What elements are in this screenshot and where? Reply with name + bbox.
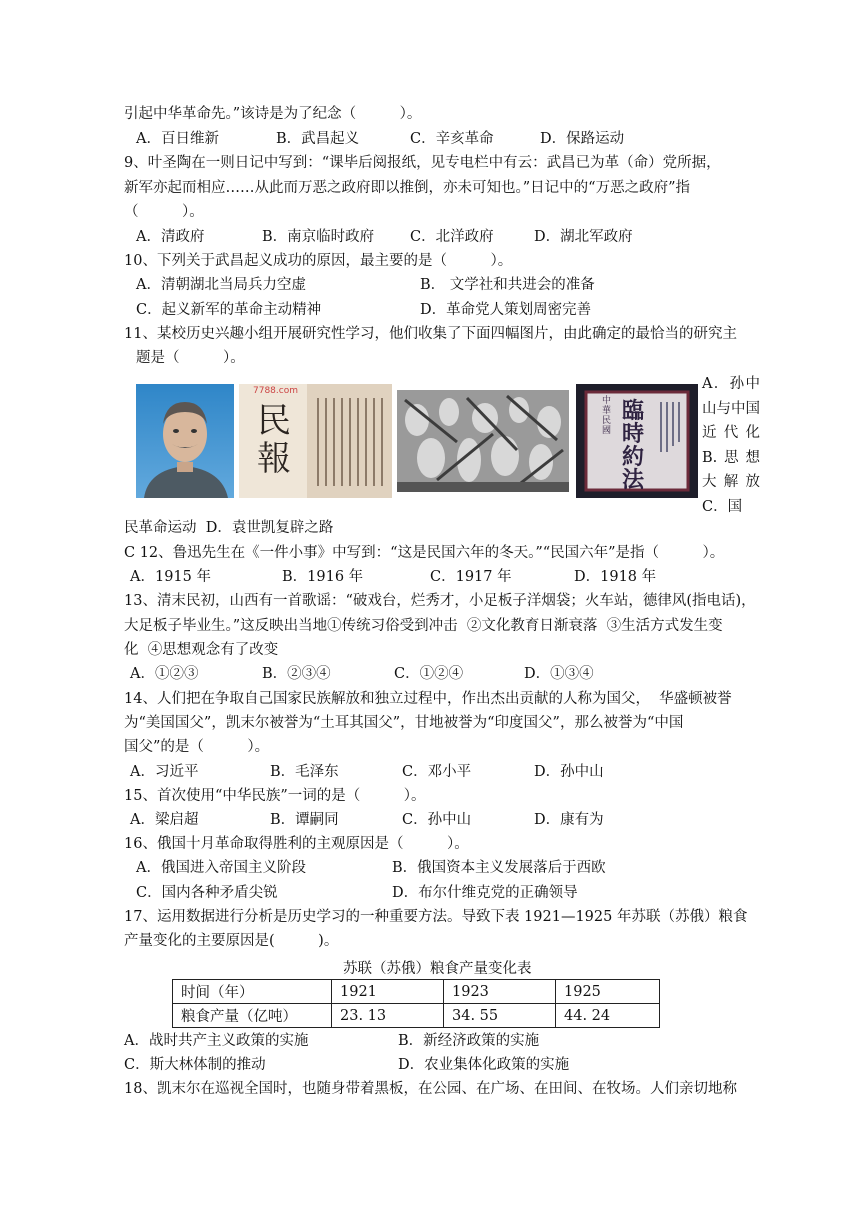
- relief-sculpture-image: [397, 390, 569, 492]
- table-cell: 1923: [444, 980, 556, 1004]
- q9-stem-2: 新军亦起而相应……从此而万恶之政府即以推倒，亦未可知也。”日记中的“万恶之政府”指: [124, 180, 690, 196]
- q9-option-d: D．湖北军政府: [534, 229, 633, 245]
- q12-option-c: C．1917 年: [430, 569, 512, 585]
- grain-output-table: [172, 979, 660, 1028]
- q16-option-d: D．布尔什维克党的正确领导: [392, 885, 578, 901]
- q15-option-d: D．康有为: [534, 812, 604, 828]
- q12-option-a: A．1915 年: [130, 569, 211, 585]
- q9-stem-1: 9、叶圣陶在一则日记中写到：“课毕后阅报纸，见专电栏中有云：武昌已为革（命）党所据，: [124, 155, 721, 171]
- q14-option-d: D．孙中山: [534, 764, 604, 780]
- q14-stem-3: 国父”的是（ ）。: [124, 739, 270, 755]
- q8-option-a: A．百日维新: [136, 131, 219, 147]
- q17-option-d: D．农业集体化政策的实施: [398, 1057, 570, 1073]
- q14-option-a: A．习近平: [130, 764, 199, 780]
- q17-stem-2: 产量变化的主要原因是( )。: [124, 933, 339, 949]
- minbao-title: 民報: [257, 401, 291, 479]
- portrait-image: [136, 384, 234, 498]
- provisional-title: 臨時約法: [622, 398, 645, 493]
- table-cell: 34. 55: [444, 1004, 556, 1028]
- provisional-side-text: 中華民國: [602, 396, 612, 436]
- q18-stem: 18、凯末尔在巡视全国时，也随身带着黑板，在公园、在广场、在田间、在牧场。人们亲切地称: [124, 1081, 737, 1097]
- table-cell: 1925: [556, 980, 660, 1004]
- q9-stem-3: （ ）。: [124, 204, 204, 220]
- table-cell: 44. 24: [556, 1004, 660, 1028]
- q13-option-b: B．②③④: [262, 666, 331, 682]
- q11-options-cont: 民革命运动 D．袁世凯复辟之路: [124, 520, 334, 536]
- table-cell: 23. 13: [332, 1004, 444, 1028]
- provisional-constitution-image: [576, 384, 698, 498]
- q13-option-d: D．①③④: [524, 666, 594, 682]
- q9-option-a: A．清政府: [136, 229, 205, 245]
- q12-option-d: D．1918 年: [574, 569, 657, 585]
- q14-option-b: B．毛泽东: [270, 764, 339, 780]
- q13-stem-2: 大足板子毕业生。”这反映出当地①传统习俗受到冲击 ②文化教育日渐衰落 ③生活方式发生变: [124, 618, 723, 634]
- q10-option-b: B． 文学社和共进会的准备: [420, 277, 595, 293]
- q9-option-b: B．南京临时政府: [262, 229, 375, 245]
- table-cell: 粮食产量（亿吨）: [173, 1004, 332, 1028]
- q10-option-c: C．起义新军的革命主动精神: [136, 302, 322, 318]
- table-cell: 1921: [332, 980, 444, 1004]
- q12-option-b: B．1916 年: [282, 569, 364, 585]
- q9-option-c: C．北洋政府: [410, 229, 494, 245]
- q15-option-c: C．孙中山: [402, 812, 472, 828]
- q13-option-a: A．①②③: [130, 666, 199, 682]
- q10-option-d: D．革命党人策划周密完善: [420, 302, 592, 318]
- q8-option-c: C．辛亥革命: [410, 131, 494, 147]
- q16-option-a: A．俄国进入帝国主义阶段: [136, 860, 306, 876]
- q15-option-a: A．梁启超: [130, 812, 199, 828]
- minbao-watermark: 7788.com: [253, 386, 298, 396]
- q10-option-a: A．清朝湖北当局兵力空虚: [136, 277, 306, 293]
- q14-stem-2: 为“美国国父”，凯末尔被誉为“土耳其国父”，甘地被誉为“印度国父”，那么被誉为“中国: [124, 715, 684, 731]
- q17-option-a: A．战时共产主义政策的实施: [124, 1033, 309, 1049]
- q8-stem-tail: 引起中华革命先。”该诗是为了纪念（ ）。: [124, 106, 422, 122]
- table-row: [173, 1004, 660, 1028]
- q13-stem-3: 化 ④思想观念有了改变: [124, 642, 279, 658]
- minbao-image: [239, 384, 392, 498]
- q10-stem: 10、下列关于武昌起义成功的原因，最主要的是（ ）。: [124, 253, 513, 269]
- table-caption: 苏联（苏俄）粮食产量变化表: [343, 961, 532, 977]
- q11-options-right: A．孙中山与中国近代化 B.思想大解放 C．国: [702, 376, 760, 515]
- q17-option-b: B．新经济政策的实施: [398, 1033, 540, 1049]
- q8-option-d: D．保路运动: [540, 131, 625, 147]
- q16-stem: 16、俄国十月革命取得胜利的主观原因是（ ）。: [124, 836, 469, 852]
- q15-stem: 15、首次使用“中华民族”一词的是（ ）。: [124, 788, 426, 804]
- q17-option-c: C．斯大林体制的推动: [124, 1057, 266, 1073]
- table-cell: 时间（年）: [173, 980, 332, 1004]
- q15-option-b: B．谭嗣同: [270, 812, 339, 828]
- q11-stem-1: 11、某校历史兴趣小组开展研究性学习，他们收集了下面四幅图片，由此确定的最恰当的研究主: [124, 326, 737, 342]
- q14-stem-1: 14、人们把在争取自己国家民族解放和独立过程中，作出杰出贡献的人称为国父， 华盛顿被誉: [124, 691, 732, 707]
- q14-option-c: C．邓小平: [402, 764, 472, 780]
- q13-stem-1: 13、清末民初，山西有一首歌谣：“破戏台，烂秀才，小足板子洋烟袋；火车站，德律风(指电话)，: [124, 593, 756, 609]
- q16-option-b: B．俄国资本主义发展落后于西欧: [392, 860, 606, 876]
- q16-option-c: C．国内各种矛盾尖锐: [136, 885, 278, 901]
- q17-stem-1: 17、运用数据进行分析是历史学习的一种重要方法。导致下表 1921—1925 年苏联（苏俄）粮食: [124, 909, 748, 925]
- q8-option-b: B．武昌起义: [276, 131, 360, 147]
- q13-option-c: C．①②④: [394, 666, 464, 682]
- table-row: [173, 980, 660, 1004]
- q11-stem-2: 题是（ ）。: [136, 350, 245, 366]
- q12-stem: C 12、鲁迅先生在《一件小事》中写到：“这是民国六年的冬天。”“民国六年”是指（ ）。: [124, 545, 725, 561]
